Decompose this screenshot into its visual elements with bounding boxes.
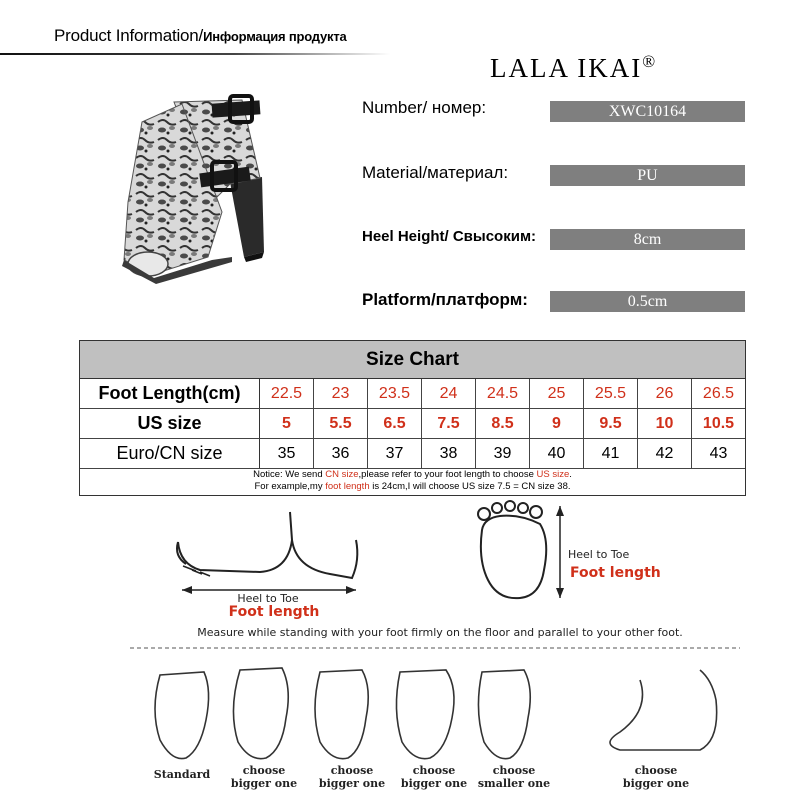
notice-text: is 24cm,I will choose US size 7.5 = CN size 38. [369, 481, 571, 492]
spec-value-number: XWC10164 [550, 101, 745, 122]
foot-length-cell: 23.5 [368, 379, 422, 408]
spec-label-number: Number/ номер: [362, 98, 487, 117]
us-size-cell: 8.5 [476, 409, 530, 438]
sole-foot-illustration [478, 501, 546, 598]
size-chart-title: Size Chart [80, 341, 745, 379]
us-size-row [80, 409, 745, 439]
euro-cn-size-header: Euro/CN size [80, 439, 260, 468]
spec-value-heel-height: 8cm [550, 229, 745, 250]
notice-text: For example,my [254, 481, 326, 492]
sole-foot-length-label: Foot length [570, 565, 661, 581]
size-notice [80, 469, 745, 493]
foot-type-label: choose [492, 764, 536, 777]
section-title-ru: Информация продукта [203, 29, 347, 44]
foot-type-label: Standard [153, 768, 211, 781]
notice-line-1 [80, 469, 745, 481]
us-size-header: US size [80, 409, 260, 438]
brand-logo [490, 52, 657, 84]
brand-name: LALA IKAI [490, 53, 643, 83]
euro-cn-size-cell: 41 [584, 439, 638, 468]
notice-line-2 [80, 481, 745, 493]
euro-cn-size-cell: 43 [709, 444, 728, 462]
us-size-cell: 6.5 [368, 409, 422, 438]
side-heel-to-toe-label: Heel to Toe [237, 592, 299, 605]
euro-cn-size-cell: 36 [314, 439, 368, 468]
foot-narrow-icon [478, 670, 530, 759]
notice-highlight: US size [536, 469, 570, 480]
notice-text: Notice: We send [253, 469, 326, 480]
spec-label-platform: Platform/платформ: [362, 290, 528, 309]
foot-type-captions [154, 764, 689, 790]
foot-length-cell: 25.5 [584, 379, 638, 408]
us-size-cell: 10.5 [702, 414, 735, 432]
foot-length-cell: 22.5 [260, 379, 314, 408]
registered-mark: ® [642, 52, 658, 71]
size-chart-table [79, 340, 746, 496]
sandal-product-image [112, 82, 308, 292]
side-foot-length-label: Foot length [228, 604, 320, 620]
euro-cn-size-cell: 40 [530, 439, 584, 468]
foot-type-label: choose [242, 764, 286, 777]
us-size-cell: 9 [530, 409, 584, 438]
spec-label-heel-height: Heel Height/ Свысоким: [362, 228, 537, 245]
foot-length-header: Foot Length(cm) [80, 379, 260, 408]
foot-wide-toe-icon [233, 668, 288, 759]
foot-standard-icon [155, 672, 209, 759]
foot-type-label: choose [412, 764, 456, 777]
foot-length-cell: 23 [314, 379, 368, 408]
spec-value-material: PU [550, 165, 745, 186]
foot-length-cell: 24.5 [476, 379, 530, 408]
us-size-cell: 7.5 [422, 409, 476, 438]
us-size-cell: 5.5 [314, 409, 368, 438]
euro-cn-size-cell: 39 [476, 439, 530, 468]
foot-length-cell: 26 [638, 379, 692, 408]
side-foot-illustration [177, 512, 357, 578]
foot-high-arch-icon [315, 670, 368, 759]
euro-cn-size-cell: 37 [368, 439, 422, 468]
measure-instruction: Measure while standing with your foot firmly on the floor and parallel to your other foot. [197, 626, 683, 639]
foot-length-cell: 24 [422, 379, 476, 408]
notice-text: ,please refer to your foot length to choose [358, 469, 537, 480]
euro-cn-size-row [80, 439, 745, 469]
us-size-cell: 10 [638, 409, 692, 438]
notice-text: . [569, 469, 572, 480]
foot-type-sublabel: bigger one [318, 777, 386, 790]
section-title-en: Product Information/ [54, 26, 204, 45]
section-title [54, 26, 347, 46]
foot-type-label: choose [330, 764, 374, 777]
header-underline [0, 53, 390, 55]
foot-length-row [80, 379, 745, 409]
us-size-cell: 5 [260, 409, 314, 438]
us-size-cell: 9.5 [584, 409, 638, 438]
foot-type-label: choose [634, 764, 678, 777]
foot-wide-icon [396, 670, 454, 759]
euro-cn-size-cell: 42 [638, 439, 692, 468]
notice-highlight: foot length [325, 481, 370, 492]
foot-type-sublabel: bigger one [622, 777, 690, 790]
sole-heel-to-toe-label: Heel to Toe [568, 548, 630, 561]
euro-cn-size-cell: 35 [260, 439, 314, 468]
foot-length-cell: 26.5 [702, 384, 735, 402]
foot-instep-icon [610, 670, 717, 750]
foot-type-sublabel: smaller one [477, 777, 551, 790]
spec-label-material: Material/материал: [362, 163, 509, 182]
foot-length-cell: 25 [530, 379, 584, 408]
foot-measure-diagram [0, 500, 800, 800]
spec-value-platform: 0.5cm [550, 291, 745, 312]
euro-cn-size-cell: 38 [422, 439, 476, 468]
foot-type-icons [155, 668, 717, 759]
foot-type-sublabel: bigger one [230, 777, 298, 790]
foot-type-sublabel: bigger one [400, 777, 468, 790]
notice-highlight: CN size [325, 469, 359, 480]
